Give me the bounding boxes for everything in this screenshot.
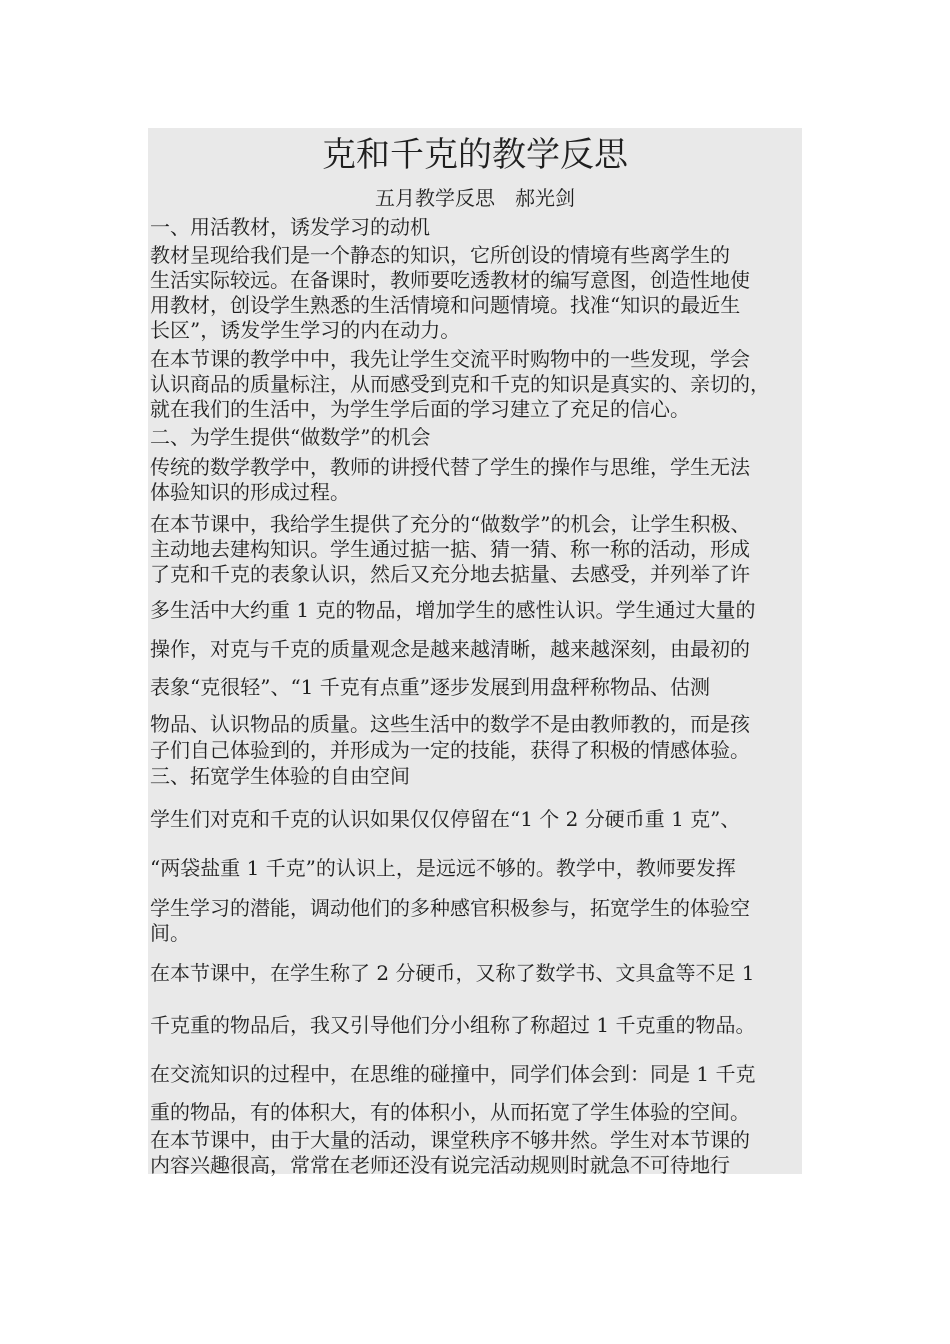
paragraph-line: 在本节课中，在学生称了 2 分硬币，又称了数学书、文具盒等不足 1 bbox=[150, 961, 755, 985]
paragraph-line: 学生学习的潜能，调动他们的多种感官积极参与，拓宽学生的体验空 bbox=[150, 896, 750, 920]
paragraph-line: 在本节课中，我给学生提供了充分的“做数学”的机会，让学生积极、 bbox=[150, 512, 751, 536]
paragraph-line: 在本节课的教学中中，我先让学生交流平时购物中的一些发现，学会 bbox=[150, 347, 750, 371]
paragraph-line: 物品、认识物品的质量。这些生活中的数学不是由教师教的，而是孩 bbox=[150, 712, 750, 736]
paragraph-line: 主动地去建构知识。学生通过掂一掂、猜一猜、称一称的活动，形成 bbox=[150, 537, 750, 561]
paragraph-line: 生活实际较远。在备课时，教师要吃透教材的编写意图，创造性地使 bbox=[150, 268, 750, 292]
paragraph-line: 间。 bbox=[150, 921, 190, 945]
paragraph-line: 学生们对克和千克的认识如果仅仅停留在“1 个 2 分硬币重 1 克”、 bbox=[150, 807, 741, 831]
section-heading-1: 一、用活教材，诱发学习的动机 bbox=[150, 215, 430, 239]
paragraph-line: 千克重的物品后，我又引导他们分小组称了称超过 1 千克重的物品。 bbox=[150, 1013, 756, 1037]
paragraph-line: 体验知识的形成过程。 bbox=[150, 480, 350, 504]
paragraph-line: 内容兴趣很高，常常在老师还没有说完活动规则时就急不可待地行 bbox=[150, 1153, 730, 1177]
paragraph-line: 重的物品，有的体积大，有的体积小，从而拓宽了学生体验的空间。 bbox=[150, 1100, 750, 1124]
section-heading-3: 三、拓宽学生体验的自由空间 bbox=[150, 764, 410, 788]
paragraph-line: 传统的数学教学中，教师的讲授代替了学生的操作与思维，学生无法 bbox=[150, 455, 750, 479]
paragraph-line: 表象“克很轻”、“1 千克有点重”逐步发展到用盘秤称物品、估测 bbox=[150, 675, 710, 699]
paragraph-line: 子们自己体验到的，并形成为一定的技能，获得了积极的情感体验。 bbox=[150, 738, 750, 762]
paragraph-line: 认识商品的质量标注，从而感受到克和千克的知识是真实的、亲切的， bbox=[150, 372, 770, 396]
paragraph-line: 操作，对克与千克的质量观念是越来越清晰，越来越深刻，由最初的 bbox=[150, 637, 750, 661]
paragraph-line: 在交流知识的过程中，在思维的碰撞中，同学们体会到：同是 1 千克 bbox=[150, 1062, 756, 1086]
paragraph-line: 就在我们的生活中，为学生学后面的学习建立了充足的信心。 bbox=[150, 397, 690, 421]
paragraph-line: 多生活中大约重 1 克的物品，增加学生的感性认识。学生通过大量的 bbox=[150, 598, 756, 622]
document-subtitle: 五月教学反思 郝光剑 bbox=[375, 186, 575, 210]
paragraph-line: 了克和千克的表象认识，然后又充分地去掂量、去感受，并列举了许 bbox=[150, 562, 750, 586]
document-title: 克和千克的教学反思 bbox=[322, 135, 628, 175]
section-heading-2: 二、为学生提供“做数学”的机会 bbox=[150, 425, 431, 449]
paragraph-line: 用教材，创设学生熟悉的生活情境和问题情境。找准“知识的最近生 bbox=[150, 293, 741, 317]
paragraph-line: 在本节课中，由于大量的活动，课堂秩序不够井然。学生对本节课的 bbox=[150, 1128, 750, 1152]
paragraph-line: 长区”，诱发学生学习的内在动力。 bbox=[150, 318, 461, 342]
paragraph-line: 教材呈现给我们是一个静态的知识，它所创设的情境有些离学生的 bbox=[150, 243, 730, 267]
paragraph-line: “两袋盐重 1 千克”的认识上，是远远不够的。教学中，教师要发挥 bbox=[150, 856, 736, 880]
